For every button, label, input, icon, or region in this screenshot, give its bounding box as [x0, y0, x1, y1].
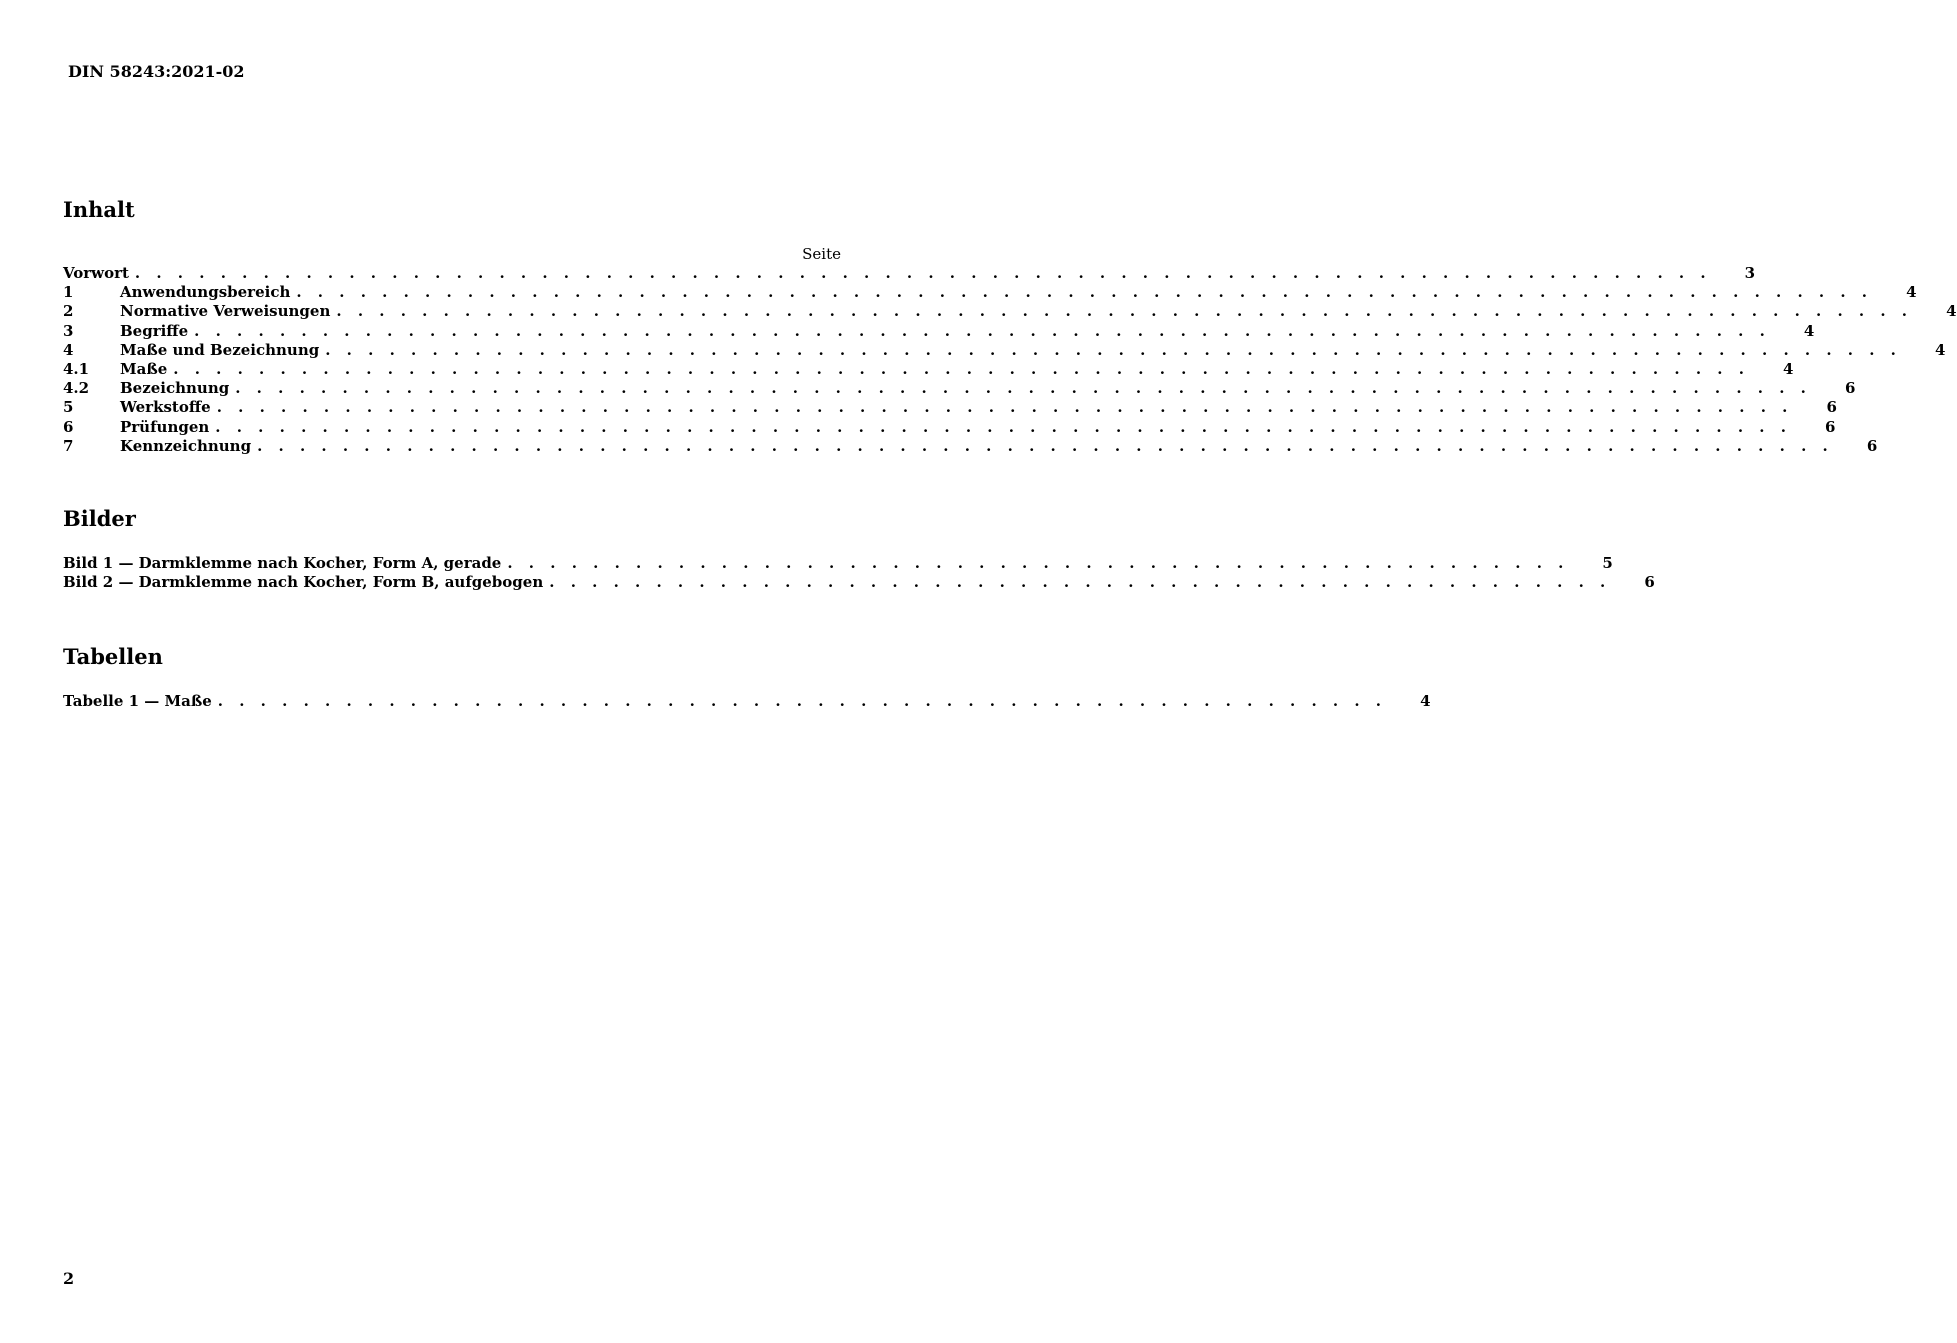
toc-entry-page: 6 [1844, 379, 1856, 398]
dot-leader: . . . . . . . . . . . . . . . . . . . . . . . . . . . . . . . . . . . . . . . . . . . . . . . . . . . . . . . . . . . . . . . . . . . . . . . . . . [235, 379, 1812, 398]
dot-leader: . . . . . . . . . . . . . . . . . . . . . . . . . . . . . . . . . . . . . . . . . . . . . . . . . . . . . . . . . . . . . . . . . . . . . . . . . . [296, 283, 1873, 302]
toc-entry-title: Bezeichnung [120, 379, 230, 398]
toc-entry-page: 4 [1783, 359, 1794, 378]
figure-entry-page: 6 [1644, 573, 1655, 592]
table-entry-page: 4 [1420, 692, 1431, 710]
toc-entry-number: 5 [63, 398, 74, 417]
toc-entry-title: Kennzeichnung [120, 436, 252, 455]
toc-entry-number: 6 [63, 417, 74, 436]
toc-entry-pruefungen[interactable] [63, 417, 1836, 437]
dot-leader: . . . . . . . . . . . . . . . . . . . . . . . . . . . . . . . . . . . . . . . . . . . . . . . . . . . . . . . . . . . . . . . . . . . . . . . . . . [134, 264, 1712, 282]
contents-section [63, 197, 1957, 456]
toc-entry-title: Werkstoffe [120, 398, 211, 417]
contents-list [63, 264, 1957, 456]
toc-entry-page: 6 [1866, 436, 1878, 455]
toc-entry-page: 4 [1906, 283, 1917, 302]
toc-entry-werkstoffe[interactable] [63, 398, 1837, 417]
toc-entry-title: Vorwort [63, 264, 129, 282]
toc-entry-number: 4.2 [63, 379, 90, 398]
toc-entry-bezeichnung[interactable] [63, 379, 1856, 398]
table-entry-title: Tabelle 1 — Maße [63, 692, 212, 710]
toc-entry-masse-und-bezeichnung[interactable] [63, 340, 1946, 360]
toc-entry-page: 6 [1826, 398, 1837, 417]
dot-leader: . . . . . . . . . . . . . . . . . . . . . . . . . . . . . . . . . . . . . . . . . . . . . . . . . . . . . . . . . . . . . . . . . . . . . . . . . . [257, 436, 1834, 455]
toc-entry-title: Prüfungen [120, 417, 210, 436]
toc-entry-title: Begriffe [120, 321, 189, 340]
figure-entry-1[interactable] [63, 554, 1613, 573]
figures-list [63, 554, 1655, 592]
page-column-label: Seite [802, 245, 841, 263]
figure-entry-title: Bild 1 — Darmklemme nach Kocher, Form A, gerade [63, 554, 502, 572]
toc-entry-page: 3 [1744, 264, 1756, 282]
toc-entry-title: Anwendungsbereich [120, 283, 291, 302]
dot-leader: . . . . . . . . . . . . . . . . . . . . . . . . . . . . . . . . . . . . . . . . . . . . . . . . . . . . . . . [217, 692, 1387, 710]
dot-leader: . . . . . . . . . . . . . . . . . . . . . . . . . . . . . . . . . . . . . . . . . . . . . . . . . . . . . . . . . . . . . . . . . . . . . . . . . . [325, 340, 1902, 359]
figure-entry-2[interactable] [63, 573, 1655, 592]
toc-entry-vorwort[interactable] [63, 264, 1756, 283]
dot-leader: . . . . . . . . . . . . . . . . . . . . . . . . . . . . . . . . . . . . . . . . . . . . . . . . . . . . . . . . . . . . . . . . . . . . . . . . . . [215, 417, 1792, 436]
toc-entry-number: 2 [63, 302, 74, 321]
toc-entry-page: 6 [1825, 417, 1836, 436]
document-id: DIN 58243:2021-02 [68, 62, 245, 81]
toc-entry-masse[interactable] [63, 359, 1794, 379]
toc-entry-number: 3 [63, 321, 74, 340]
toc-entry-page: 4 [1803, 321, 1815, 340]
page-number: 2 [63, 1269, 75, 1288]
toc-entry-page: 4 [1934, 340, 1946, 359]
toc-entry-title: Maße [120, 359, 168, 378]
figure-entry-page: 5 [1602, 554, 1613, 572]
toc-entry-page: 4 [1946, 302, 1957, 321]
toc-entry-begriffe[interactable] [63, 321, 1815, 341]
dot-leader: . . . . . . . . . . . . . . . . . . . . . . . . . . . . . . . . . . . . . . . . . . . . . . . . . . [507, 554, 1569, 572]
toc-entry-kennzeichnung[interactable] [63, 436, 1878, 456]
tables-section [63, 644, 1431, 711]
toc-entry-number: 4.1 [63, 359, 90, 378]
figures-heading: Bilder [63, 506, 136, 531]
tables-list [63, 692, 1431, 711]
toc-entry-number: 1 [63, 283, 74, 302]
dot-leader: . . . . . . . . . . . . . . . . . . . . . . . . . . . . . . . . . . . . . . . . . . . . . . . . . . . . . . . . . . . . . . . . . . . . . . . . . . [216, 398, 1793, 417]
dot-leader: . . . . . . . . . . . . . . . . . . . . . . . . . . . . . . . . . . . . . . . . . . . . . . . . . . . . . . . . . . . . . . . . . . . . . . . . . . [194, 321, 1771, 340]
tables-heading: Tabellen [63, 644, 163, 669]
dot-leader: . . . . . . . . . . . . . . . . . . . . . . . . . . . . . . . . . . . . . . . . . . . . . . . . . . . . . . . . . . . . . . . . . . . . . . . . . . [173, 359, 1750, 378]
toc-entry-title: Maße und Bezeichnung [120, 340, 320, 359]
figure-entry-title: Bild 2 — Darmklemme nach Kocher, Form B, aufgebogen [63, 573, 544, 592]
contents-heading: Inhalt [63, 197, 135, 222]
table-entry-1[interactable] [63, 692, 1431, 711]
dot-leader: . . . . . . . . . . . . . . . . . . . . . . . . . . . . . . . . . . . . . . . . . . . . . . . . . . [549, 573, 1611, 592]
toc-entry-title: Normative Verweisungen [120, 302, 331, 321]
toc-entry-number: 4 [63, 340, 74, 359]
dot-leader: . . . . . . . . . . . . . . . . . . . . . . . . . . . . . . . . . . . . . . . . . . . . . . . . . . . . . . . . . . . . . . . . . . . . . . . . . . [336, 302, 1913, 321]
figures-section [63, 506, 1655, 592]
toc-entry-normative-verweisungen[interactable] [63, 302, 1957, 321]
toc-entry-anwendungsbereich[interactable] [63, 283, 1917, 302]
toc-entry-number: 7 [63, 436, 74, 455]
